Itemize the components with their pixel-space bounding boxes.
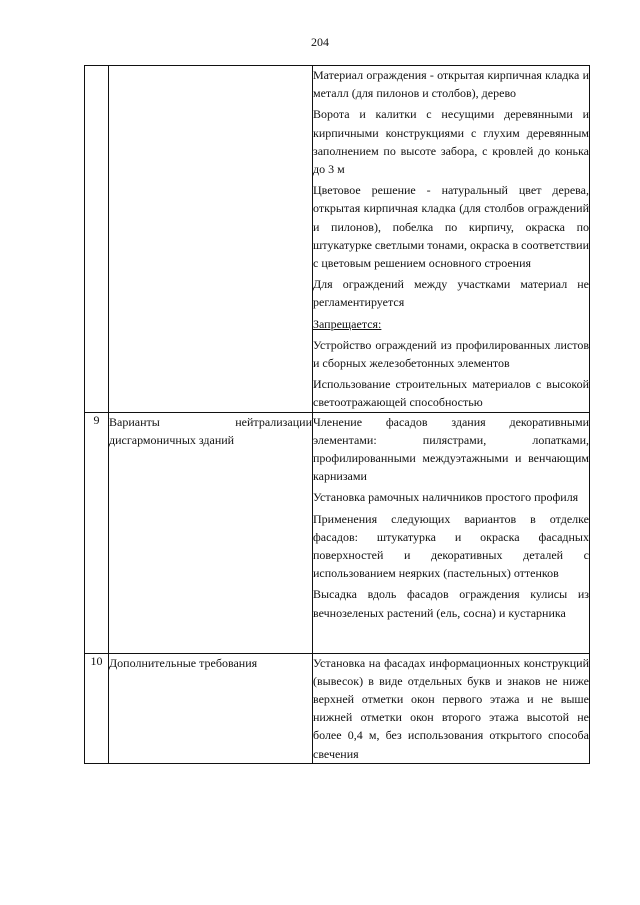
prohibited-heading — [313, 315, 589, 333]
regulations-table — [84, 65, 590, 764]
text-paragraph: Установка на фасадах информационных конструкций (вывесок) в виде отдельных букв и знаков не ниже верхней отметки окон первого этажа и не выше нижней отметки окон второго этажа высотой не более 0,4 м, без использования открытого способа свечения — [313, 655, 589, 761]
page-number: 204 — [311, 35, 329, 49]
prohibited-heading-text: Запрещается: — [313, 316, 382, 331]
text-paragraph: Для ограждений между участками материал не регламентируется — [313, 277, 589, 310]
text-paragraph: Членение фасадов здания декоративными элементами: пилястрами, лопатками, профилированными междуэтажными и венчающим карнизами — [313, 414, 589, 484]
row-number-cell — [85, 66, 109, 413]
row-text-cell — [313, 412, 590, 653]
text-paragraph: Материал ограждения - открытая кирпичная кладка и металл (для пилонов и столбов), дерево — [313, 68, 589, 101]
text-paragraph: Цветовое решение - натуральный цвет дерева, открытая кирпичная кладка (для столбов ограждений и пилонов), побелка по кирпичу, окраска по штукатурке светлыми тонами, окраска в соответствии с цветовым решением основного строения — [313, 183, 589, 271]
row-name-cell: Дополнительные требования — [109, 653, 313, 763]
text-paragraph: Установка рамочных наличников простого профиля — [313, 490, 579, 505]
row-number-cell: 9 — [85, 412, 109, 653]
row-name-cell — [109, 66, 313, 413]
table-row — [85, 653, 590, 763]
row-name-cell: Варианты нейтрализации дисгармоничных зданий — [109, 412, 313, 653]
table-row — [85, 66, 590, 413]
text-paragraph: Применения следующих вариантов в отделке фасадов: штукатурка и окраска фасадных поверхностей и декоративных деталей с использованием неярких (пастельных) оттенков — [313, 511, 589, 581]
row-number-cell: 10 — [85, 653, 109, 763]
text-paragraph: Устройство ограждений из профилированных листов и сборных железобетонных элементов — [313, 337, 589, 371]
text-paragraph: Высадка вдоль фасадов ограждения кулисы из вечнозеленых растений (ель, сосна) и кустарника — [313, 587, 589, 620]
text-paragraph: Использование строительных материалов с высокой светоотражающей способностью — [313, 377, 589, 410]
row-text-cell — [313, 66, 590, 413]
text-paragraph: Ворота и калитки с несущими деревянными и кирпичными конструкциями с глухим деревянным заполнением по высоте забора, с кровлей до конька до 3 м — [313, 107, 589, 177]
row-text-cell — [313, 653, 590, 763]
table-row — [85, 412, 590, 653]
